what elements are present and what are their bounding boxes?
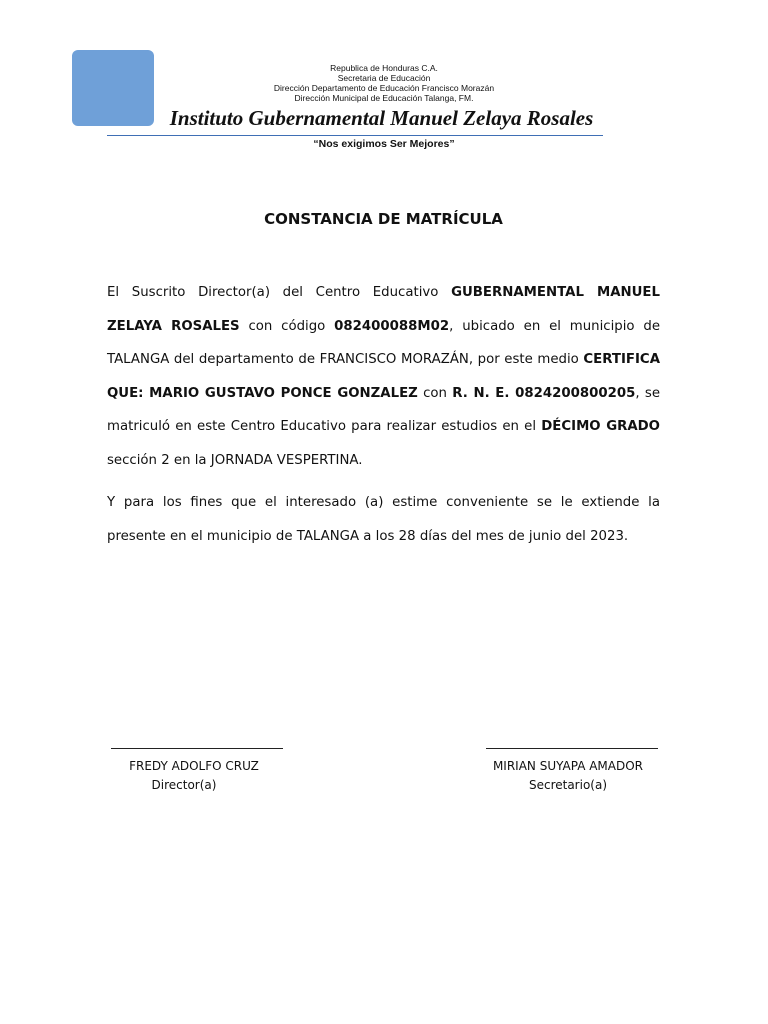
director-name: FREDY ADOLFO CRUZ [129,759,259,773]
school-name: Instituto Gubernamental Manuel Zelaya Rosales [169,106,594,130]
school-motto: “Nos exigimos Ser Mejores” [313,138,455,150]
certificate-closing-paragraph: Y para los fines que el interesado (a) estime conveniente se le extiende la presente en el municipio de TALANGA a los 28 días del mes de junio del 2023. [107,495,660,544]
header-divider [107,135,603,136]
center-name: GUBERNAMENTAL MANUEL ZELAYA ROSALES [107,285,660,334]
document-title: CONSTANCIA DE MATRÍCULA [264,210,503,228]
header-secretariat: Secretaria de Educación [337,73,431,83]
p1-text-5: , se matriculó en este Centro Educativo para realizar estudios en el [107,385,661,434]
secretary-role: Secretario(a) [528,778,608,792]
p1-text-2: con código [239,318,335,334]
director-signature-line [111,748,283,749]
secretary-signature-line [486,748,658,749]
p1-text-4: con [417,385,453,401]
center-code: 082400088M02 [334,318,450,334]
grade: DÉCIMO GRADO [541,419,660,434]
p1-text-3: , ubicado en el municipio de TALANGA del departamento de FRANCISCO MORAZÁN, por este medio [107,318,660,367]
director-role: Director(a) [151,778,217,792]
certifies-student: CERTIFICA QUE: MARIO GUSTAVO PONCE GONZALEZ [107,352,660,401]
header-department-direction: Dirección Departamento de Educación Francisco Morazán [273,83,495,93]
p1-text-1: El Suscrito Director(a) del Centro Educativo [107,285,452,300]
header-country: Republica de Honduras C.A. [330,63,438,73]
student-rne: R. N. E. 0824200800205 [452,385,636,401]
p1-text-6: sección 2 en la JORNADA VESPERTINA. [107,452,363,468]
certificate-body-paragraph [107,276,660,477]
secretary-name: MIRIAN SUYAPA AMADOR [492,759,644,773]
header-municipal-direction: Dirección Municipal de Educación Talanga, FM. [294,93,474,103]
